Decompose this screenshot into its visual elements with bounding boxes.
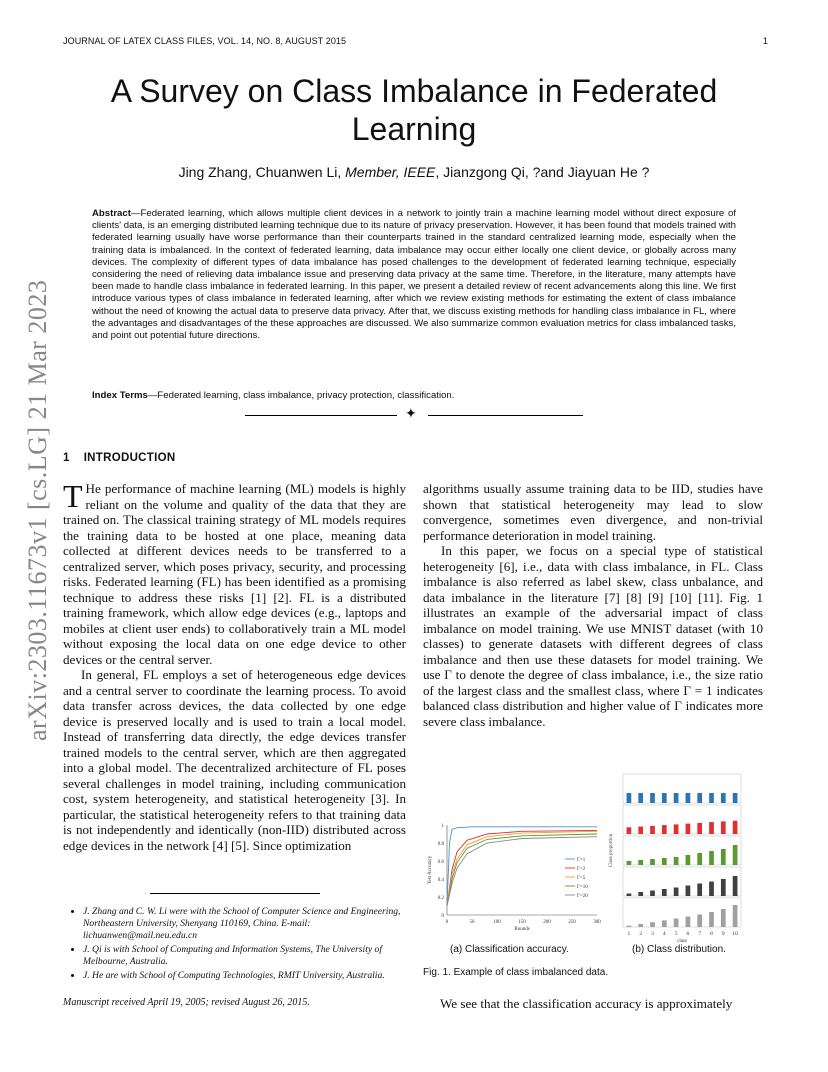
arxiv-watermark: arXiv:2303.11673v1 [cs.LG] 21 Mar 2023 — [23, 279, 52, 741]
intro-paragraph-3: algorithms usually assume training data to be IID, studies have shown that statistical heterogeneity may lead to slow convergence, sometimes even divergence, and non-trivial performance deterioration in model training. — [423, 481, 763, 543]
figure-caption: Fig. 1. Example of class imbalanced data. — [423, 967, 609, 978]
distribution-panels — [609, 774, 741, 942]
page-number: 1 — [762, 36, 768, 46]
divider-star-icon: ✦ — [405, 407, 417, 422]
class-bar — [627, 894, 632, 897]
class-bar — [697, 884, 702, 897]
legend-label: Γ=10 — [577, 885, 588, 890]
class-bar — [638, 892, 643, 896]
x-tick-label: 150 — [518, 920, 526, 925]
footnote-rule — [150, 893, 320, 894]
class-bar — [674, 824, 679, 834]
intro-paragraph-2: In general, FL employs a set of heterogeneous edge devices and a central server to coordinate the learning process. To avoid data transfer across devices, the data collected by one edge device is preserved locally and is used to train a local model. Instead of transferring data directly, the edge devices transfer trained models to the central server, which are then aggregated into a global model. The decentralized architecture of FL poses several challenges in model training, including communication cost, system heterogeneity, and statistical heterogeneity [3]. In particular, the statistical heterogeneity refers to that training data is not independently and identically (non-IID) distributed across edge devices in the network [4] [5]. Since optimization — [63, 667, 406, 853]
section-heading — [63, 452, 175, 464]
class-bar — [662, 825, 667, 834]
class-bar — [686, 793, 691, 803]
class-bar — [697, 915, 702, 928]
class-bar — [650, 922, 655, 927]
class-tick-label: 1 — [627, 931, 631, 937]
class-axis-label: class — [677, 939, 687, 942]
index-terms-label: Index Terms — [92, 390, 148, 401]
y-axis-label: Test Accuracy — [428, 855, 433, 885]
class-bar — [733, 876, 738, 896]
divider-right — [428, 415, 583, 416]
y-tick-label: 0.6 — [437, 860, 444, 865]
y-tick-label: 1 — [441, 824, 444, 829]
footnotes — [63, 906, 406, 984]
class-distribution-chart — [605, 770, 745, 942]
y-tick-label: 0.4 — [437, 878, 444, 883]
y-tick-label: 0.8 — [437, 842, 444, 847]
figure-caption-a: (a) Classification accuracy. — [450, 944, 569, 955]
legend-label: Γ=1 — [577, 858, 586, 863]
authors-member: Member, IEEE — [345, 164, 436, 180]
class-proportion-label: Class proportion — [609, 833, 614, 868]
legend-label: Γ=2 — [577, 867, 586, 872]
class-bar — [686, 855, 691, 865]
class-bar — [733, 905, 738, 927]
class-bar — [709, 912, 714, 927]
class-tick-label: 3 — [651, 931, 654, 937]
footnote-1: • J. Zhang and C. W. Li were with the School of Computer Science and Engineering, Northeastern University, Shenyang 110169, China. E-mail: lichuanwen@mail.neu.edu.cn — [83, 906, 406, 942]
journal-name: JOURNAL OF LATEX CLASS FILES, VOL. 14, NO. 8, AUGUST 2015 — [63, 36, 347, 46]
manuscript-note: Manuscript received April 19, 2005; revised August 26, 2015. — [63, 997, 310, 1008]
class-bar — [709, 882, 714, 897]
divider-left — [245, 415, 397, 416]
x-tick-label: 250 — [568, 920, 576, 925]
class-bar — [650, 859, 655, 865]
class-tick-label: 8 — [710, 931, 713, 937]
running-header — [63, 36, 768, 46]
class-bar — [674, 793, 679, 803]
class-bar — [721, 793, 726, 803]
class-bar — [662, 920, 667, 927]
class-bar — [697, 823, 702, 834]
class-tick-label: 4 — [662, 931, 666, 937]
class-tick-label: 2 — [639, 931, 643, 937]
class-bar — [697, 853, 702, 865]
legend-label: Γ=5 — [577, 876, 586, 881]
class-tick-label: 10 — [732, 931, 738, 937]
section-number: 1 — [63, 452, 70, 464]
class-bar — [627, 861, 632, 865]
class-bar — [709, 793, 714, 803]
class-bar — [721, 849, 726, 865]
y-tick-label: 0.2 — [437, 896, 444, 901]
class-bar — [721, 879, 726, 896]
legend-label: Γ=20 — [577, 894, 588, 899]
authors-post: , Jianzgong Qi, ?and Jiayuan He ? — [435, 164, 650, 180]
class-bar — [627, 827, 632, 834]
index-terms — [92, 390, 736, 401]
class-bar — [686, 824, 691, 834]
class-bar — [686, 886, 691, 897]
authors-pre: Jing Zhang, Chuanwen Li, — [178, 164, 346, 180]
y-tick-label: 0 — [441, 914, 444, 919]
class-bar — [662, 889, 667, 896]
intro-paragraph-5: We see that the classification accuracy is approximately — [440, 996, 733, 1011]
column-right — [423, 481, 763, 729]
accuracy-chart — [425, 815, 610, 937]
class-bar — [686, 917, 691, 928]
class-bar — [662, 793, 667, 803]
class-bar — [674, 919, 679, 928]
x-tick-label: 300 — [593, 920, 601, 925]
column-left — [63, 478, 406, 853]
accuracy-legend — [565, 858, 588, 899]
class-bar — [650, 891, 655, 897]
class-bar — [627, 793, 632, 803]
footnote-2: • J. Qi is with School of Computing and Information Systems, The University of Melbourne, Australia. — [83, 944, 406, 968]
class-bar — [638, 827, 643, 834]
figure-caption-b: (b) Class distribution. — [632, 944, 726, 955]
footnote-3: • J. He are with School of Computing Technologies, RMIT University, Australia. — [83, 970, 406, 982]
accuracy-series — [447, 827, 597, 906]
abstract-text: —Federated learning, which allows multiple client devices in a network to jointly train a machine learning model without direct exposure of clients' data, is an emerging distributed learning technique due to its nature of privacy preservation. However, it has been found that models trained with federated learning usually have worse performance than their counterparts trained in the standard centralized learning mode, especially when the training data is imbalanced. In the context of federated learning, data imbalance may occur either locally one client device, or globally across many devices. The complexity of different types of data imbalance has posed challenges to the development of federated learning technique, especially considering the need of relieving data imbalance issue and preserving data privacy at the same time. Therefore, in the literature, many attempts have been made to handle class imbalance in federated learning. In this paper, we present a detailed review of recent advancements along this line. We first introduce various types of class imbalance in federated learning, after which we review existing methods for estimating the extent of class imbalance without the need of knowing the actual data to preserve data privacy. After that, we discuss existing methods for handling class imbalance in FL, where the advantages and disadvantages of the these approaches are discussed. We also summarize common evaluation metrics for class imbalanced tasks, and point out potential future directions. — [92, 208, 736, 342]
paper-title: A Survey on Class Imbalance in Federated Learning — [110, 73, 718, 147]
dropcap: T — [63, 478, 83, 514]
class-tick-label: 5 — [674, 931, 678, 937]
intro-paragraph-4: In this paper, we focus on a special type of statistical heterogeneity [6], i.e., data with class imbalance, in FL. Class imbalance is also referred as label skew, class unbalance, and data imbalance in the literature [7] [8] [9] [10] [11]. Fig. 1 illustrates an example of the adversarial impact of class imbalance on model training. We use MNIST dataset (with 10 classes) to generate datasets with different degrees of class imbalance and then use these datasets for model training. We use Γ to denote the degree of class imbalance, i.e., the size ratio of the largest class and the smallest class, where Γ = 1 indicates balanced class distribution and higher value of Γ indicates more severe class imbalance. — [423, 543, 763, 729]
class-bar — [721, 909, 726, 927]
intro-paragraph-1: He performance of machine learning (ML) models is highly reliant on the volume and quality of the data that they are trained on. The classical training strategy of ML models requires the training data to be hosted at one place, meaning data collected at different devices needs to be transferred to a centralized server, which poses privacy, security, and processing risks. Federated learning (FL) has been identified as a promising technique to address these risks [1] [2]. FL is a distributed training framework, which allow edge devices (e.g., laptops and mobiles at client user ends) to collaboratively train a ML model without exposing the local data on one edge device to other devices or the central server. — [63, 481, 406, 667]
class-tick-label: 6 — [686, 931, 690, 937]
class-bar — [662, 858, 667, 865]
class-bar — [709, 851, 714, 865]
class-bar — [650, 793, 655, 803]
class-bar — [709, 822, 714, 834]
class-bar — [638, 860, 643, 865]
x-tick-label: 0 — [445, 920, 449, 925]
x-tick-label: 100 — [493, 920, 501, 925]
class-bar — [650, 826, 655, 834]
index-terms-text: —Federated learning, class imbalance, privacy protection, classification. — [147, 390, 455, 401]
abstract — [92, 208, 736, 342]
class-tick-label: 7 — [698, 931, 702, 937]
class-bar — [721, 821, 726, 834]
abstract-label: Abstract — [92, 208, 131, 219]
class-tick-label: 9 — [721, 931, 725, 937]
class-bar — [674, 888, 679, 897]
class-bar — [674, 857, 679, 865]
class-bar — [638, 924, 643, 927]
class-bar — [627, 926, 632, 927]
x-axis-label: Rounds — [514, 927, 530, 932]
class-bar — [697, 793, 702, 803]
class-bar — [733, 793, 738, 803]
x-tick-label: 50 — [469, 920, 475, 925]
author-line — [60, 164, 768, 180]
class-bar — [733, 845, 738, 865]
x-tick-label: 200 — [543, 920, 551, 925]
class-bar — [638, 793, 643, 803]
section-title: INTRODUCTION — [83, 452, 176, 464]
class-bar — [733, 821, 738, 834]
